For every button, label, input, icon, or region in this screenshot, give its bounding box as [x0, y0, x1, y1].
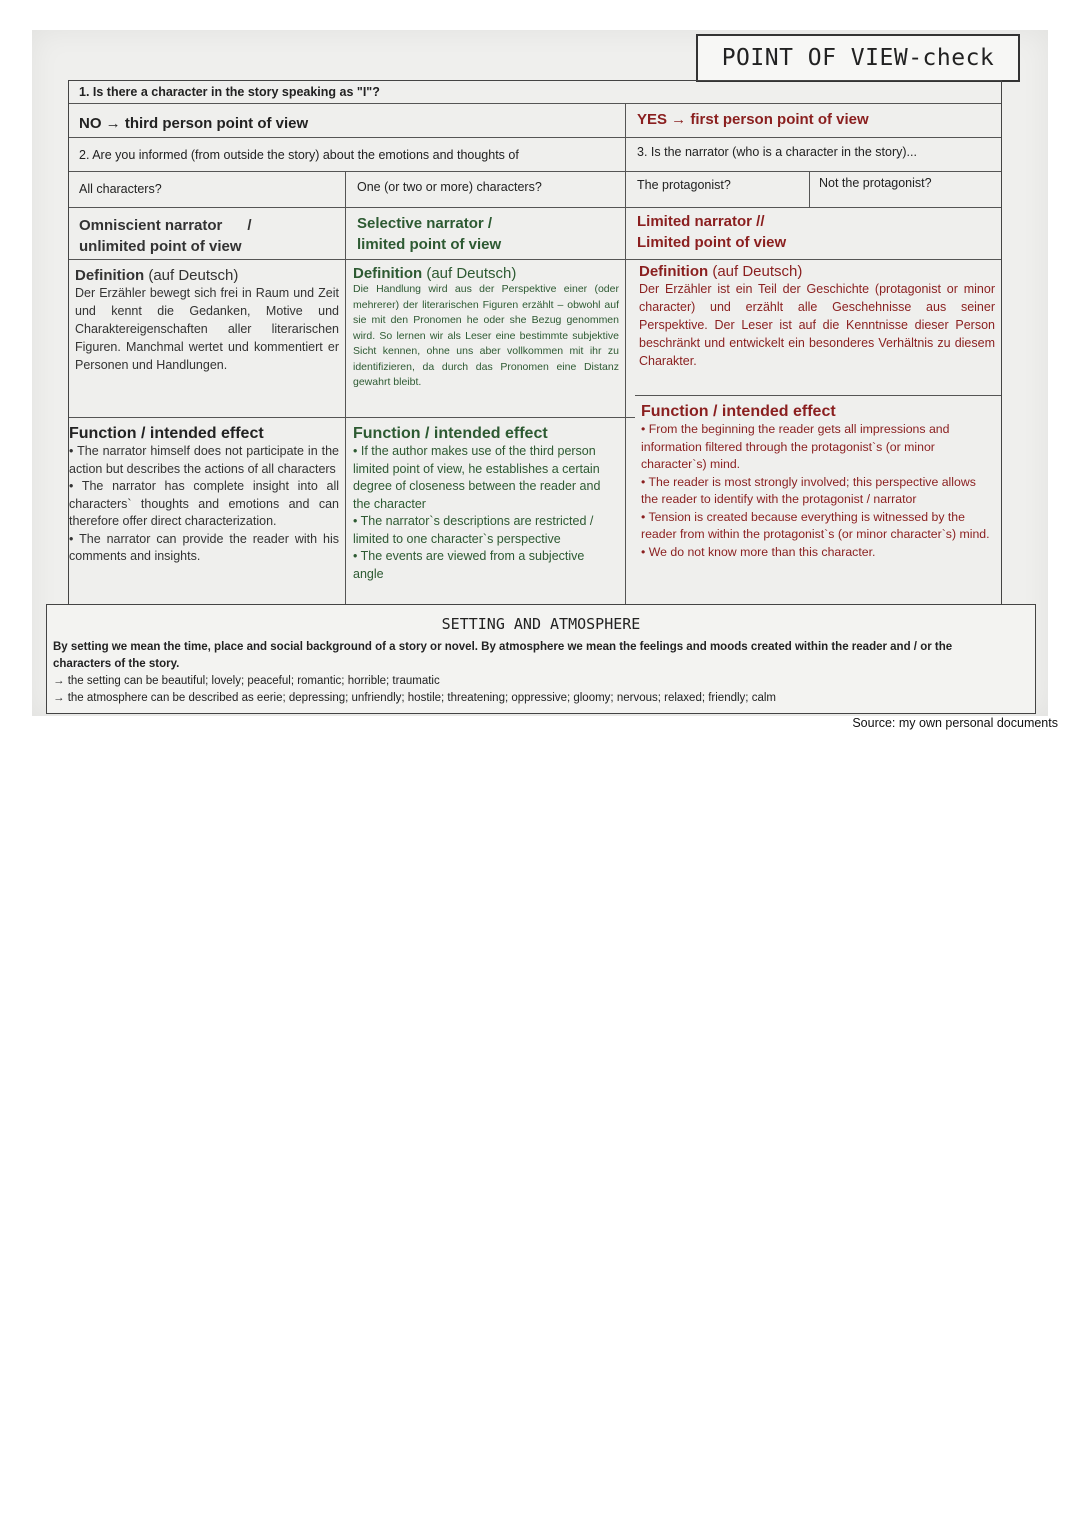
yes-answer: YES → first person point of view [637, 111, 869, 128]
no-answer: NO → third person point of view [79, 115, 309, 132]
omniscient-function-point: • The narrator himself does not participate in the action but describes the actions of all characters [69, 444, 339, 476]
worksheet-title: POINT OF VIEW-check [696, 34, 1020, 82]
selective-function-point: • The events are viewed from a subjective angle [353, 549, 585, 581]
setting-definition: By setting we mean the time, place and social background of a story or novel. By atmosphere we mean the feelings and moods created within the reader and / or the characters of the story. [53, 641, 953, 670]
selective-definition: Definition (auf Deutsch) Die Handlung wird aus der Perspektive einer (oder mehrerer) der literarischen Figuren erzählt – obwohl auf sie mit den Pronomen he oder she Bezug genommen wird. So lernen wir als Leser eine bestimmte subjektive Sicht kennen, ohne uns aber vollkommen mit ihr zu identifizieren, da durch das Pronomen eine Distanz gewahrt bleibt. [353, 265, 619, 388]
question-2: 2. Are you informed (from outside the story) about the emotions and thoughts of [79, 148, 519, 162]
option-all-characters: All characters? [79, 182, 162, 196]
limited-narrator-label: Limited narrator // Limited point of view [637, 213, 787, 251]
omniscient-definition: Definition (auf Deutsch) Der Erzähler bewegt sich frei in Raum und Zeit und kennt die Gedanken, Motive und Charaktereigenschaften aller literarischen Figuren. Manchmal wertet und kommentiert er Personen und Handlungen. [75, 267, 339, 372]
setting-and-atmosphere-box [46, 604, 1036, 714]
selective-function-point: • If the author makes use of the third person limited point of view, he establishes a certain degree of closeness between the reader and the character [353, 444, 601, 511]
selective-function: Function / intended effect • If the author makes use of the third person limited point of view, he establishes a certain degree of closeness between the reader and the character • The narrator`s descriptions are restricted / limited to one character`s perspective • The events are viewed from a subjective angle [347, 425, 623, 583]
option-not-protagonist: Not the protagonist? [819, 176, 932, 190]
omniscient-function-point: • The narrator has complete insight into all characters` thoughts and emotions and can therefore offer direct characterization. [69, 479, 339, 528]
worksheet-photo [32, 30, 1048, 716]
question-1: 1. Is there a character in the story speaking as "I"? [79, 85, 380, 99]
option-one-character: One (or two or more) characters? [357, 180, 542, 194]
omniscient-narrator-label: Omniscient narrator / unlimited point of view [79, 217, 252, 255]
limited-function: Function / intended effect • From the beginning the reader gets all impressions and information filtered through the protagonist`s (or minor character`s) mind. • The reader is most strongly involved; this perspective allows the reader to identify with the protagonist / narrator • Tension is created because everything is witnessed by the reader from within the protagonist`s (or minor character`s) mind. • We do not know more than this character. [635, 403, 1001, 561]
omniscient-function: Function / intended effect • The narrator himself does not participate in the action but describes the actions of all characters • The narrator has complete insight into all characters` thoughts and emotions and can therefore offer direct characterization. • The narrator can provide the reader with his comments and insights. [63, 425, 345, 566]
limited-function-point: • We do not know more than this character. [641, 544, 876, 559]
point-of-view-table [68, 80, 1002, 620]
limited-function-point: • The reader is most strongly involved; this perspective allows the reader to identify with the protagonist / narrator [641, 474, 976, 506]
setting-title: SETTING AND ATMOSPHERE [441, 615, 641, 633]
limited-definition: Definition (auf Deutsch) Der Erzähler ist ein Teil der Geschichte (protagonist or minor character) und erzählt alle Geschehnisse aus seiner Perspektive. Der Leser ist auf die Kenntnisse dieser Person beschränkt und entwickelt ein besonderes Verhältnis zu diesem Charakter. [639, 263, 995, 368]
question-3: 3. Is the narrator (who is a character in the story)... [637, 145, 917, 159]
limited-function-point: • Tension is created because everything is witnessed by the reader from within the protagonist`s (or minor character`s) mind. [641, 509, 990, 541]
setting-adjectives: → the setting can be beautiful; lovely; peaceful; romantic; horrible; traumatic [53, 675, 440, 687]
option-protagonist: The protagonist? [637, 178, 731, 192]
selective-function-point: • The narrator`s descriptions are restricted / limited to one character`s perspective [353, 514, 594, 546]
source-caption: Source: my own personal documents [852, 716, 1058, 730]
atmosphere-adjectives: → the atmosphere can be described as eerie; depressing; unfriendly; hostile; threatening; oppressive; gloomy; nervous; relaxed; friendly; calm [53, 692, 776, 704]
omniscient-function-point: • The narrator can provide the reader with his comments and insights. [69, 531, 339, 563]
limited-function-point: • From the beginning the reader gets all impressions and information filtered through the protagonist`s (or minor character`s) mind. [641, 422, 950, 471]
selective-narrator-label: Selective narrator / limited point of view [357, 215, 502, 253]
